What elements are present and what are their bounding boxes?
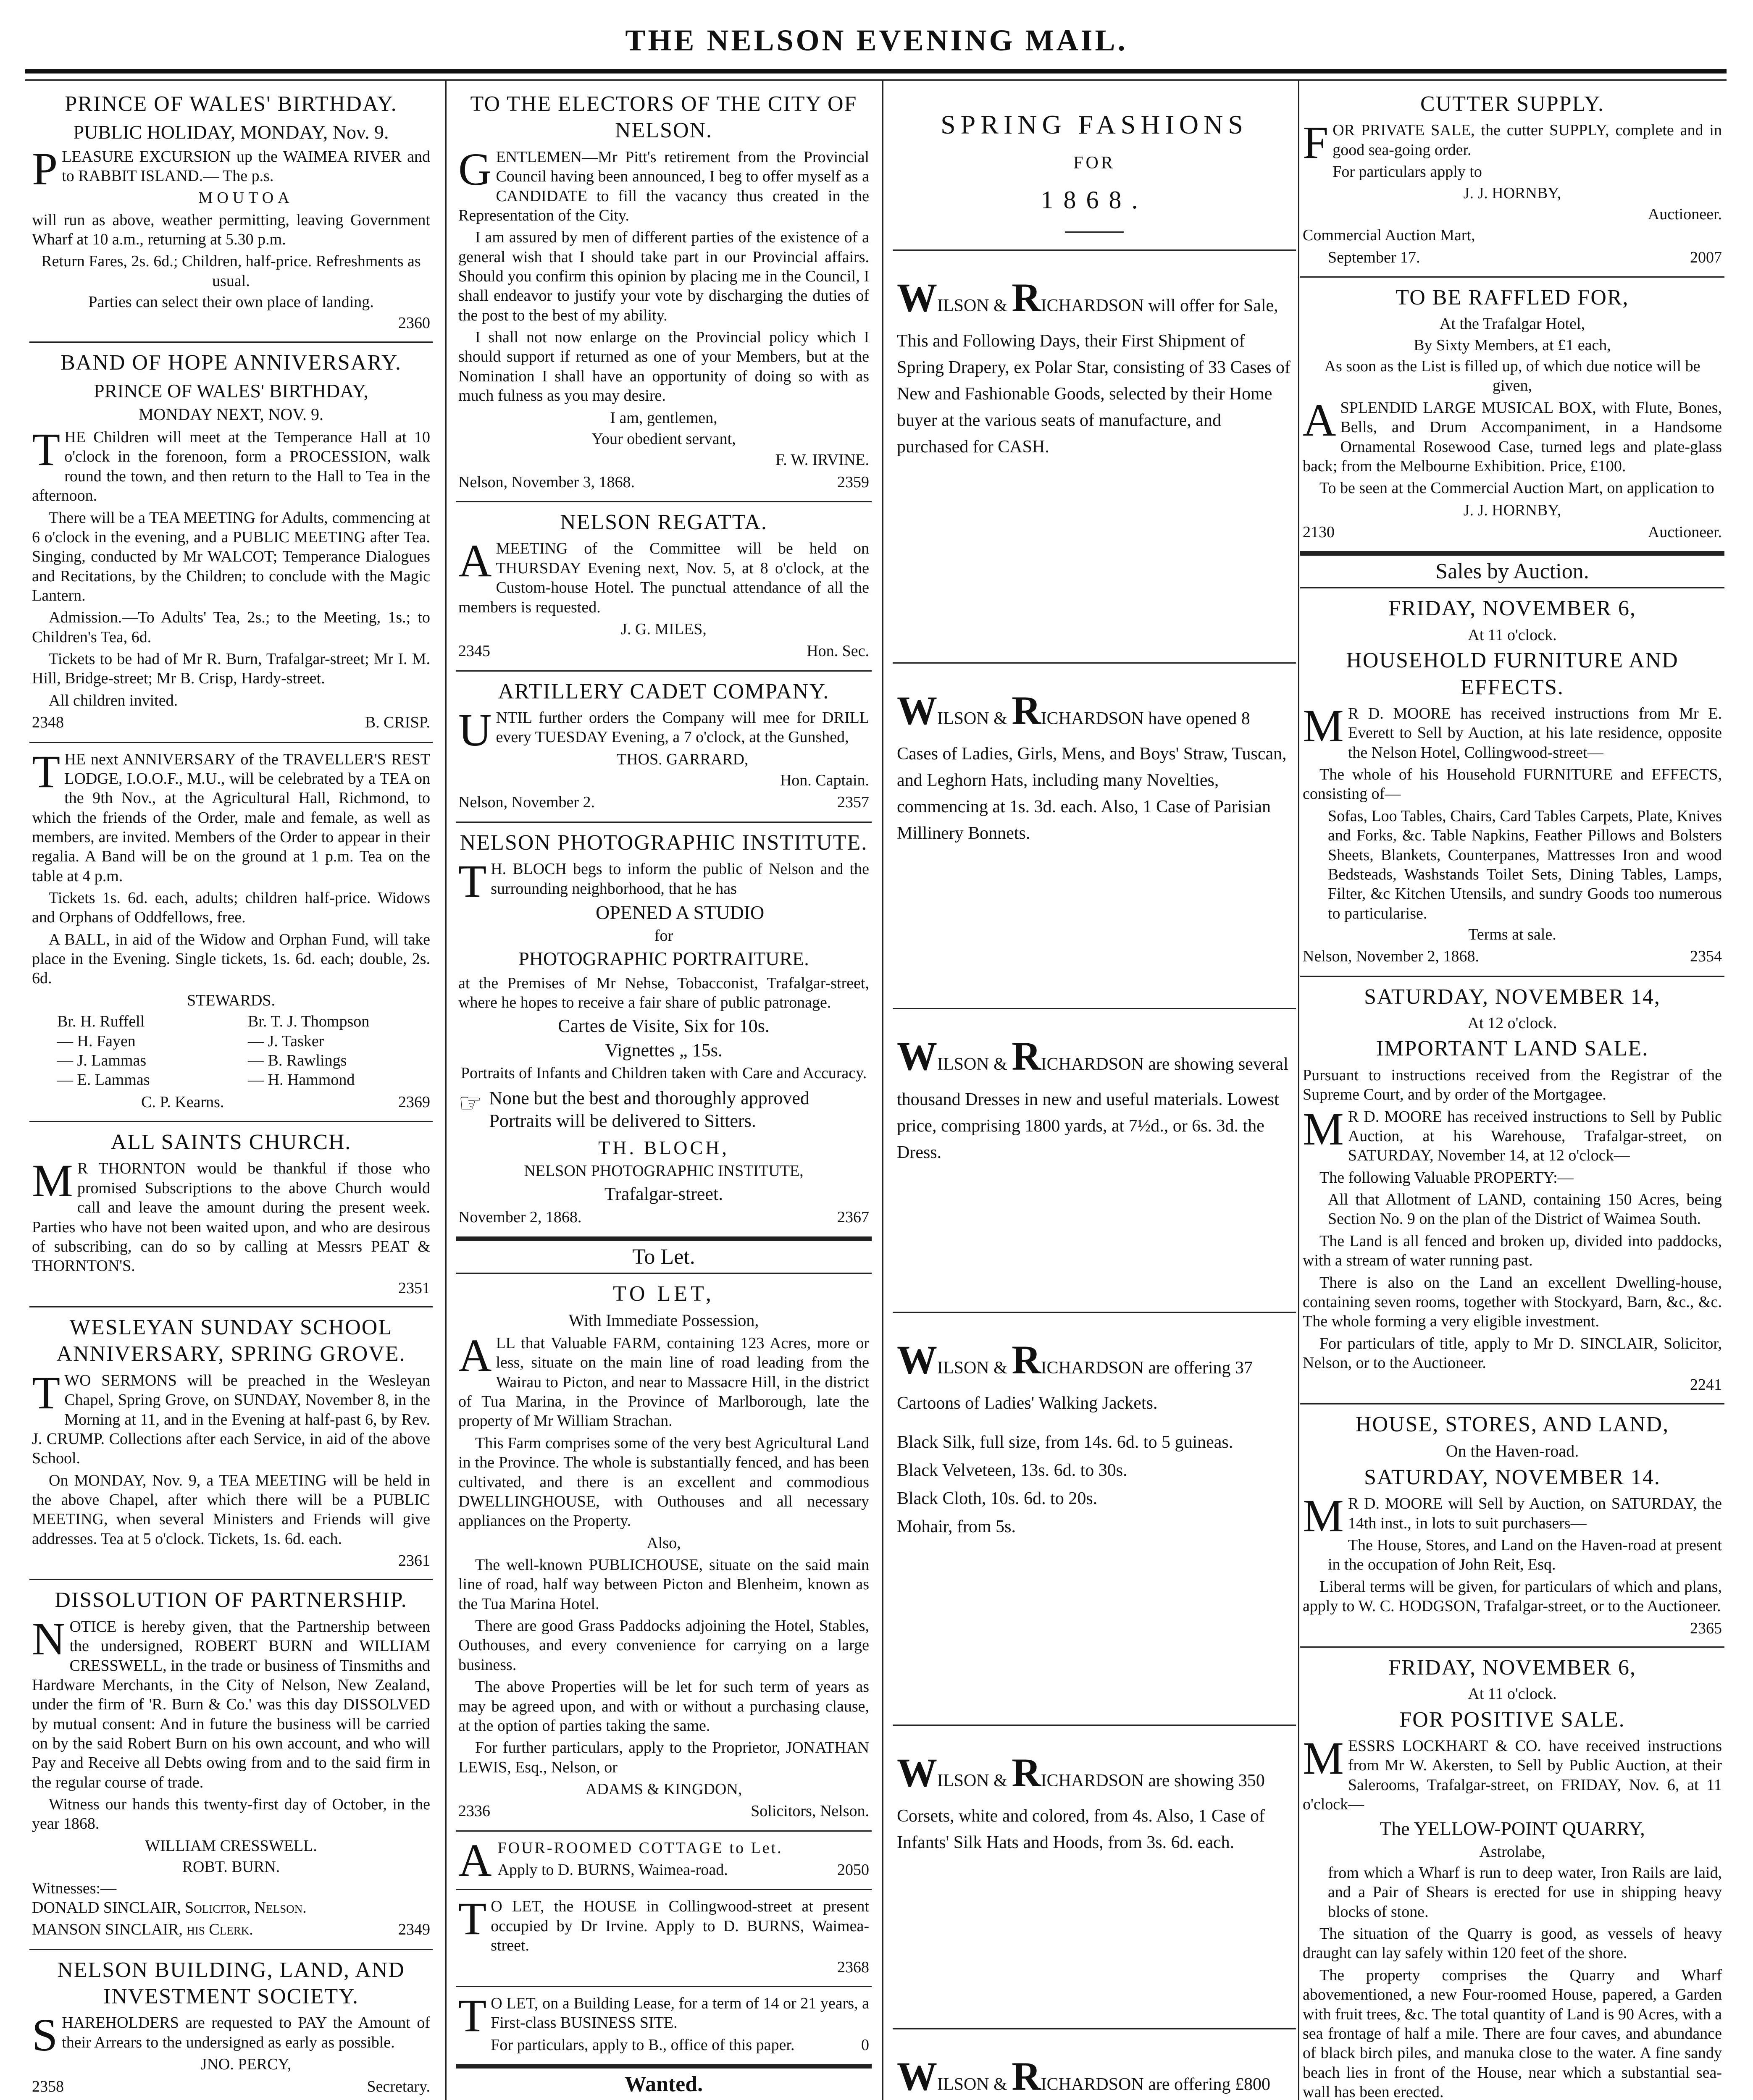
ad-text: There are good Grass Paddocks adjoining the Hotel, Stables, Outhouses, and every convenience for carrying on a large business. [458, 1617, 869, 1674]
ad-text: Apply to D. BURNS, Waimea-road. [497, 1861, 728, 1879]
masthead-rule [25, 69, 1727, 81]
steward: — J. Lammas [57, 1051, 147, 1069]
item-list: Sofas, Loo Tables, Chairs, Card Tables Carpets, Plate, Knives and Forks, &c. Table Napkins, Feather Pillows and Bolsters Sheets, Blankets, Counterpanes, Mattresses Iron and wood Bedsteads, Washstands Toilet Sets, Dining Tables, Lamps, Filter, &c Kitchen Utensils, and sundry Goods too numerous to particularise. [1328, 807, 1722, 922]
ad-text: TO LET, the HOUSE in Collingwood-street at present occupied by Dr Irvine. Apply to D. BURNS, Waimea-street. [458, 1893, 869, 1955]
ad-heading: FRIDAY, NOVEMBER 6, [1388, 596, 1636, 621]
vessel-name: MOUTOA [198, 189, 294, 207]
ad-text: MESSRS LOCKHART & CO. have received instructions from Mr W. Akersten, to Sell by Public Auction, at their Salerooms, Trafalgar-street, on FRIDAY, Nov. 6, at 11 o'clock— [1303, 1732, 1722, 1814]
ad-subheading: FOR [1073, 153, 1115, 173]
ad-text: FOR PRIVATE SALE, the cutter SUPPLY, complete and in good sea-going order. [1303, 117, 1722, 168]
ad-text: AMEETING of the Committee will be held on THURSDAY Evening next, Nov. 5, at 8 o'clock, at the Custom-house Hotel. The punctual attendance of all the members is requested. [458, 535, 869, 616]
steward: Br. H. Ruffell [57, 1013, 145, 1031]
ad-text: The following Valuable PROPERTY:— [1319, 1168, 1574, 1186]
steward: C. P. Kearns. [141, 1093, 224, 1111]
ad-date: SATURDAY, NOVEMBER 14. [1364, 1465, 1661, 1489]
price-line: Black Cloth, 10s. 6d. to 20s. [897, 1489, 1098, 1508]
ad-signature: J. G. MILES, [621, 620, 707, 638]
ad-heading: ARTILLERY CADET COMPANY. [498, 679, 830, 704]
ad-signature: WILLIAM CRESSWELL. [145, 1837, 317, 1855]
ad-number: 2361 [398, 1552, 430, 1570]
ad-text: SHAREHOLDERS are requested to PAY the Amount of their Arrears to the undersigned as early as possible. [32, 2009, 430, 2061]
ad-subheading: 1868. [1041, 186, 1148, 214]
ad-text: The whole of his Household FURNITURE and EFFECTS, consisting of— [1303, 766, 1722, 803]
ad-text: For particulars of title, apply to Mr D. SINCLAIR, Solicitor, Nelson, or to the Auctioneer. [1303, 1334, 1722, 1372]
ad-subheading: IMPORTANT LAND SALE. [1376, 1037, 1649, 1061]
ad-number: 2349 [398, 1921, 430, 1939]
ad-all-saints [29, 1122, 433, 1307]
ad-heading: WESLEYAN SUNDAY SCHOOL ANNIVERSARY, SPRING GROVE. [56, 1315, 406, 1366]
ad-heading: HOUSE, STORES, AND LAND, [1355, 1412, 1669, 1436]
ad-signature: TH. BLOCH, [598, 1137, 729, 1159]
ad-signature: J. J. HORNBY, [1463, 184, 1561, 202]
ad-number: 2130 [1303, 523, 1335, 541]
steward: — J. Tasker [248, 1032, 324, 1050]
ad-heading: CUTTER SUPPLY. [1420, 92, 1604, 116]
ad-time: At 11 o'clock. [1468, 1685, 1557, 1703]
ad-text: I am, gentlemen, [610, 409, 717, 427]
firm-name: ICHARDSON [1041, 296, 1144, 315]
wr-block-drapery [893, 251, 1296, 664]
ad-text: Portraits of Infants and Children taken with Care and Accuracy. [460, 1064, 867, 1082]
ad-number: 2050 [837, 1861, 869, 1879]
firm-name: ICHARDSON [1041, 2075, 1144, 2094]
price-line: Vignettes „ 15s. [605, 1040, 723, 1060]
ad-number: 2368 [837, 1958, 869, 1977]
ad-subheading: OPENED A STUDIO [595, 901, 765, 923]
ad-signature: ADAMS & KINGDON, [585, 1780, 742, 1798]
ad-number: 2365 [1690, 1619, 1722, 1637]
firm-initial: R [1012, 1750, 1041, 1795]
ad-number: 2348 [32, 714, 64, 732]
ad-text: ALL that Valuable FARM, containing 123 Acres, more or less, situate on the main line of road leading from the Wairau to Picton, and near to Massacre Hill, in the district of Tua Marina, in the Province of Marlborough, late the property of Mr William Strachan. [458, 1330, 869, 1430]
ad-heading: SPRING FASHIONS [941, 110, 1248, 139]
ad-text: There will be a TEA MEETING for Adults, commencing at 6 o'clock in the evening, and a PUBLIC MEETING after Tea. Singing, conducted by Mr WALCOT; Temperance Dialogues and Recitations, by the Children; to conclude with the Magic Lantern. [32, 509, 430, 604]
ad-text: MR THORNTON would be thankful if those who promised Subscriptions to the above Church would call and leave the amount during the present week. Parties who have not been waited upon, and who are desirous of subscribing, can do so by calling at Messrs PEAT & THORNTON'S. [32, 1155, 430, 1275]
firm-name: ILSON & [937, 2075, 1012, 2094]
steward: — H. Hammond [248, 1071, 355, 1089]
ad-text: To be seen at the Commercial Auction Mart, on application to [1319, 479, 1714, 497]
firm-initial: R [1012, 2054, 1041, 2099]
ad-text: The situation of the Quarry is good, as vessels of heavy draught can lay safely within 120 feet of the shore. [1303, 1925, 1722, 1962]
ad-text: None but the best and thoroughly approved Portraits will be delivered to Sitters. [489, 1087, 809, 1131]
ad-text: Parties can select their own place of landing. [88, 293, 374, 311]
ad-subheading: The YELLOW-POINT QUARRY, [1380, 1817, 1645, 1839]
ad-text: MR D. MOORE has received instructions from Mr E. Everett to Sell by Auction, at his late residence, opposite the Nelson Hotel, Collingwood-street— [1303, 700, 1722, 761]
column-divider [1298, 80, 1299, 2100]
firm-initial: W [897, 2054, 937, 2099]
ad-text: Pursuant to instructions received from the Registrar of the Supreme Court, and by order of the Mortgagee. [1303, 1066, 1722, 1104]
ad-heading: TO THE ELECTORS OF THE CITY OF NELSON. [470, 92, 857, 143]
ad-text: Witnesses:— [32, 1879, 117, 1897]
ad-role: Hon. Captain. [780, 772, 869, 790]
ad-text: AFOUR-ROOMED COTTAGE to Let. [458, 1834, 783, 1886]
ad-text: will offer for Sale, This and Following Days, their First Shipment of Spring Drapery, ex Polar Star, consisting of 33 Cases of New and Fashionable Goods, selected by their Home buyer at the various seats of manufacture, and purchased for CASH. [897, 296, 1290, 457]
ad-text: are showing several thousand Dresses in new and useful materials. Lowest price, comprising 1800 yards, at 7½d., or 6s. 3d. the Dress. [897, 1055, 1288, 1162]
section-header-auction: Sales by Auction. [1300, 554, 1724, 588]
firm-initial: W [897, 1750, 937, 1795]
ad-text: Admission.—To Adults' Tea, 2s.; to the Meeting, 1s.; to Children's Tea, 6d. [32, 609, 430, 646]
ad-text: As soon as the List is filled up, of which due notice will be given, [1324, 357, 1700, 395]
ad-text: The House, Stores, and Land on the Haven-road at present in the occupation of John Reit, Esq. [1328, 1536, 1722, 1574]
ad-land-sale [1300, 977, 1724, 1404]
ad-text: There is also on the Land an excellent Dwelling-house, containing seven rooms, together with Stockyard, Barn, &c., &c. The whole forming a very eligible investment. [1303, 1273, 1722, 1331]
ad-text: For particulars apply to [1332, 163, 1482, 181]
ad-text: This Farm comprises some of the very best Agricultural Land in the Province. The whole is substantially fenced, and has been cultivated, and there is an excellent and commodious DWELLINGHOUSE, with Outhouses and all necessary appliances on the Property. [458, 1434, 869, 1530]
wr-block-jackets [893, 1313, 1296, 1726]
ad-text: THE next ANNIVERSARY of the TRAVELLER'S REST LODGE, I.O.O.F., M.U., will be celebrated by a TEA on the 9th Nov., at the Agricultural Hall, Richmond, to which the friends of the Order, male and female, as well as members, are invited. Members of the Order to appear in their regalia. A Band will be on the ground at 1 p.m. Tea on the table at 4 p.m. [32, 746, 430, 885]
firm-initial: R [1012, 1337, 1041, 1382]
ad-date: November 2, 1868. [458, 1208, 582, 1226]
column-divider [445, 80, 447, 2100]
wr-block-hats [893, 664, 1296, 1009]
ad-text: TWO SERMONS will be preached in the Wesleyan Chapel, Spring Grove, on SUNDAY, November 8, in the Morning at 11, and in the Evening at half-past 6, by Rev. J. CRUMP. Collections after each Service, in aid of the above School. [32, 1367, 430, 1467]
ad-text: The property comprises the Quarry and Wharf abovementioned, a new Four-roomed House, papered, a Garden with fruit trees, &c. The total quantity of Land is 90 Acres, with a sea frontage of half a mile. There are four caves, and abundance of black birch piles, and manuka close to the water. A fine sandy beach lies in front of the House, near which a substantial sea-wall has been erected. [1303, 1966, 1722, 2100]
ad-house-stores-land [1300, 1404, 1724, 1648]
ad-number: 2357 [837, 793, 869, 811]
ad-number: 2354 [1690, 948, 1722, 966]
spring-fashions-title [893, 84, 1296, 251]
ad-household-furniture [1300, 588, 1724, 976]
ad-signature: ROBT. BURN. [182, 1858, 280, 1876]
ad-role: Auctioneer. [1648, 205, 1722, 223]
ad-number: 2358 [32, 2077, 64, 2095]
ad-text: are offering 37 Cartoons of Ladies' Walking Jackets. [897, 1358, 1253, 1413]
wr-block-corsets [893, 1726, 1296, 2029]
firm-initial: W [897, 1337, 937, 1382]
ad-number: 2345 [458, 642, 490, 660]
stewards-label: STEWARDS. [187, 991, 276, 1009]
ad-prince-wales [29, 84, 433, 343]
ad-text: MR D. MOORE has received instructions to Sell by Public Auction, at his Warehouse, Trafalgar-street, on SATURDAY, November 14, at 12 o'clock— [1303, 1103, 1722, 1165]
column-4 [1300, 84, 1724, 2100]
firm-initial: R [1012, 275, 1041, 320]
ad-role: Secretary. [367, 2077, 430, 2095]
ad-heading: DISSOLUTION OF PARTNERSHIP. [55, 1588, 407, 1612]
ad-cutter-supply [1300, 84, 1724, 278]
steward: — H. Fayen [57, 1032, 136, 1050]
ad-building-lease [456, 1987, 872, 2067]
ad-date: Nelson, November 3, 1868. [458, 473, 635, 491]
wr-block-silks [893, 2029, 1296, 2100]
firm-name: ICHARDSON [1041, 1358, 1144, 1378]
masthead: THE NELSON EVENING MAIL. [625, 24, 1128, 57]
ad-text: Your obedient servant, [591, 430, 736, 448]
column-3 [893, 84, 1296, 2100]
ad-wesleyan [29, 1307, 433, 1580]
ad-text: The well-known PUBLICHOUSE, situate on the said main line of road, half way between Picton and Blenheim, known as the Tua Marina Hotel. [458, 1556, 869, 1613]
ad-date: Nelson, November 2. [458, 793, 595, 811]
ad-subheading: MONDAY NEXT, NOV. 9. [138, 405, 324, 424]
ad-text: The above Properties will be let for such term of years as may be agreed upon, and with or without a purchasing clause, at the option of parties taking the same. [458, 1678, 869, 1735]
ad-text: At the Trafalgar Hotel, [1439, 315, 1585, 333]
ad-text: Also, [647, 1534, 681, 1552]
ad-heading: NELSON BUILDING, LAND, AND INVESTMENT SOCIETY. [57, 1958, 405, 2009]
ad-signature: B. CRISP. [365, 714, 430, 732]
ad-text: Tickets 1s. 6d. each, adults; children half-price. Widows and Orphans of Oddfellows, free. [32, 889, 430, 927]
ad-heading: PRINCE OF WALES' BIRTHDAY. [65, 92, 397, 116]
column-1 [29, 84, 433, 2100]
ad-role: Auctioneer. [1648, 523, 1722, 541]
ad-text: Liberal terms will be given, for particulars of which and plans, apply to W. C. HODGSON, Trafalgar-street, or to the Auctioneer. [1303, 1578, 1722, 1615]
ad-signature: J. J. HORNBY, [1463, 501, 1561, 519]
firm-initial: R [1012, 1034, 1041, 1079]
ad-subheading: FOR POSITIVE SALE. [1399, 1707, 1625, 1732]
ad-number: 2336 [458, 1802, 490, 1820]
firm-name: ILSON & [937, 1055, 1012, 1074]
firm-name: ICHARDSON [1041, 1055, 1144, 1074]
ad-role: Hon. Sec. [807, 642, 869, 660]
ad-regatta [456, 502, 872, 672]
ad-raffle [1300, 278, 1724, 554]
ad-text: from which a Wharf is run to deep water, Iron Rails are laid, and a Pair of Shears is erected for use in shipping heavy blocks of stone. [1328, 1864, 1722, 1921]
steward: — B. Rawlings [248, 1051, 347, 1069]
ad-text: are offering £800 [1148, 2075, 1270, 2094]
ad-number: 2367 [837, 1208, 869, 1226]
ad-number: 2360 [398, 314, 430, 332]
ad-text: All children invited. [49, 691, 178, 709]
ad-subheading: PHOTOGRAPHIC PORTRAITURE. [518, 948, 809, 970]
ad-text: For particulars, apply to B., office of this paper. [491, 2036, 795, 2054]
ad-text: A BALL, in aid of the Widow and Orphan Fund, will take place in the Evening. Single tickets, 1s. 6d. each; double, 2s. 6d. [32, 930, 430, 987]
ad-text: Astrolabe, [1479, 1843, 1545, 1861]
ad-text: will run as above, weather permitting, leaving Government Wharf at 10 a.m., returning at 5.30 p.m. [32, 211, 430, 248]
ad-date: September 17. [1328, 248, 1420, 266]
ad-building-society [29, 1950, 433, 2100]
ad-heading: TO LET, [613, 1281, 715, 1306]
ad-quarry-sale [1300, 1648, 1724, 2100]
ad-signature: F. W. IRVINE. [775, 451, 869, 469]
ad-text: I am assured by men of different parties of the existence of a general wish that I should take part in our Provincial affairs. Should you confirm this opinion by placing me in the Council, I shall endeavor to justify your vote by discharging the duties of the post to the best of my ability. [458, 228, 869, 324]
ad-text: MR D. MOORE will Sell by Auction, on SATURDAY, the 14th inst., in lots to suit purchasers— [1303, 1490, 1722, 1542]
ad-heading: ALL SAINTS CHURCH. [110, 1130, 352, 1154]
ad-subheading: PUBLIC HOLIDAY, MONDAY, Nov. 9. [73, 121, 389, 143]
ad-text: for [654, 927, 673, 945]
ad-text: are showing 350 Corsets, white and colored, from 4s. Also, 1 Case of Infants' Silk Hats and Hoods, from 3s. 6d. each. [897, 1771, 1265, 1852]
stewards-list [32, 1012, 430, 1089]
firm-name: ILSON & [937, 1358, 1012, 1378]
firm-name: ILSON & [937, 709, 1012, 728]
ad-number: 0 [861, 2036, 869, 2054]
ad-text: PLEASURE EXCURSION up the WAIMEA RIVER and to RABBIT ISLAND.— The p.s. [32, 143, 430, 194]
ad-text: On MONDAY, Nov. 9, a TEA MEETING will be held in the above Chapel, after which there will be a PUBLIC MEETING, when several Ministers and Friends will give addresses. Tea at 5 o'clock. Tickets, 1s. 6d. each. [32, 1471, 430, 1548]
firm-name: ICHARDSON [1041, 1771, 1144, 1790]
section-header-to-let: To Let. [456, 1240, 872, 1274]
ad-text: at the Premises of Mr Nehse, Tobacconist, Trafalgar-street, where he hopes to receive a fair share of public patronage. [458, 974, 869, 1011]
witness: DONALD SINCLAIR, Solicitor, Nelson. [32, 1898, 307, 1916]
ad-text: have opened 8 Cases of Ladies, Girls, Mens, and Boys' Straw, Tuscan, and Leghorn Hats, including many Novelties, commencing at 1s. 3d. each. Also, 1 Case of Parisian Millinery Bonnets. [897, 709, 1287, 843]
ad-subheading: On the Haven-road. [1446, 1441, 1579, 1461]
ad-heading: BAND OF HOPE ANNIVERSARY. [60, 350, 402, 375]
ad-number: 2359 [837, 473, 869, 491]
ad-text: I shall not now enlarge on the Provincial policy which I should support if returned as one of your Members, but at the Nomination I shall have an opportunity of doing so with as much fulness as you may desire. [458, 328, 869, 405]
ad-text: The Land is all fenced and broken up, divided into paddocks, with a stream of water running past. [1303, 1232, 1722, 1270]
price-list [897, 1429, 1292, 1540]
ad-text: Witness our hands this twenty-first day of October, in the year 1868. [32, 1796, 430, 1833]
column-divider [882, 80, 883, 2100]
ad-text: UNTIL further orders the Company will mee for DRILL every TUESDAY Evening, a 7 o'clock, at the Gunshed, [458, 704, 869, 756]
section-header-wanted: Wanted. [456, 2067, 872, 2100]
ad-signature: THOS. GARRARD, [616, 750, 749, 768]
price-line: Cartes de Visite, Six for 10s. [558, 1016, 770, 1037]
ad-heading: NELSON PHOTOGRAPHIC INSTITUTE. [460, 830, 868, 855]
ad-text: ASPLENDID LARGE MUSICAL BOX, with Flute, Bones, Bells, and Drum Accompaniment, in a Handsome Ornamental Rosewood Case, turned legs and plate-glass back; from the Melbourne Exhibition. Price, £100. [1303, 394, 1722, 475]
ad-text: For further particulars, apply to the Proprietor, JONATHAN LEWIS, Esq., Nelson, or [458, 1739, 869, 1776]
ad-number: 2351 [398, 1279, 430, 1297]
witness: MANSON SINCLAIR, his Clerk. [32, 1921, 253, 1939]
firm-name: ICHARDSON [1041, 709, 1144, 728]
ad-travellers-rest [29, 743, 433, 1122]
firm-initial: W [897, 275, 937, 320]
steward: Br. T. J. Thompson [248, 1013, 370, 1031]
ad-farm-to-let [456, 1274, 872, 1832]
ad-text: Terms at sale. [1468, 925, 1556, 943]
wr-block-dresses [893, 1009, 1296, 1313]
ad-dissolution [29, 1580, 433, 1950]
ad-text: THE Children will meet at the Temperance Hall at 10 o'clock in the forenoon, form a PROCESSION, walk round the town, and then return to the Hall to Tea in the afternoon. [32, 424, 430, 505]
ad-text: Tickets to be had of Mr R. Burn, Trafalgar-street; Mr I. M. Hill, Bridge-street; Mr B. Crisp, Hardy-street. [32, 650, 430, 688]
ad-time: At 11 o'clock. [1468, 626, 1557, 644]
ad-number: 2369 [398, 1093, 430, 1111]
ad-signature: JNO. PERCY, [200, 2055, 292, 2074]
ad-text: NOTICE is hereby given, that the Partnership between the undersigned, ROBERT BURN and WILLIAM CRESSWELL, in the trade or business of Tinsmiths and Hardware Merchants, in the City of Nelson, New Zealand, under the firm of 'R. Burn & Co.' was this day DISSOLVED by mutual consent: And in future the business will be carried on by the said Robert Burn on his own account, and who will Pay and Receive all Debts owing from and to the said firm in the regular course of trade. [32, 1613, 430, 1791]
price-line: Black Silk, full size, from 14s. 6d. to 5 guineas. [897, 1433, 1233, 1452]
ad-cottage [456, 1832, 872, 1890]
ad-heading: SATURDAY, NOVEMBER 14, [1364, 984, 1661, 1009]
ad-text: NELSON PHOTOGRAPHIC INSTITUTE, [524, 1162, 804, 1180]
ad-text: TH. BLOCH begs to inform the public of Nelson and the surrounding neighborhood, that he has [458, 856, 869, 907]
ad-artillery [456, 672, 872, 823]
ad-house-to-let [456, 1890, 872, 1987]
ad-text: TO LET, on a Building Lease, for a term of 14 or 21 years, a First-class BUSINESS SITE. [458, 1990, 869, 2041]
ad-time: At 12 o'clock. [1467, 1014, 1557, 1032]
divider [1065, 231, 1124, 233]
column-2 [456, 84, 872, 2100]
ad-role: Solicitors, Nelson. [751, 1802, 869, 1820]
ad-date: Nelson, November 2, 1868. [1303, 948, 1480, 966]
ad-photographic [456, 823, 872, 1240]
ad-text: By Sixty Members, at £1 each, [1414, 336, 1611, 354]
ad-heading: FRIDAY, NOVEMBER 6, [1388, 1655, 1636, 1680]
ad-text: GENTLEMEN—Mr Pitt's retirement from the Provincial Council having been announced, I beg to offer myself as a CANDIDATE to fill the vacancy thus created in the Representation of the City. [458, 143, 869, 224]
pointing-hand-icon: ☞ [458, 1088, 483, 1118]
ad-subheading: PRINCE OF WALES' BIRTHDAY, [94, 380, 368, 402]
ad-text: Return Fares, 2s. 6d.; Children, half-price. Refreshments as usual. [41, 252, 421, 290]
firm-initial: W [897, 1034, 937, 1079]
ad-subheading: HOUSEHOLD FURNITURE AND EFFECTS. [1346, 648, 1679, 699]
ad-electors [456, 84, 872, 502]
ad-text: Trafalgar-street. [604, 1183, 723, 1204]
ad-heading: NELSON REGATTA. [560, 510, 767, 534]
ad-text: All that Allotment of LAND, containing 150 Acres, being Section No. 9 on the plan of the District of Waimea South. [1328, 1191, 1722, 1228]
price-line: Black Velveteen, 13s. 6d. to 30s. [897, 1461, 1127, 1480]
ad-number: 2007 [1690, 248, 1722, 266]
firm-initial: R [1012, 688, 1041, 733]
firm-name: ILSON & [937, 1771, 1012, 1790]
ad-number: 2241 [1690, 1376, 1722, 1394]
firm-name: ILSON & [937, 296, 1012, 315]
ad-text: Commercial Auction Mart, [1303, 226, 1475, 244]
ad-band-of-hope [29, 343, 433, 743]
ad-subheading: With Immediate Possession, [568, 1311, 759, 1330]
ad-heading: TO BE RAFFLED FOR, [1396, 285, 1629, 310]
steward: — E. Lammas [57, 1071, 150, 1089]
firm-initial: W [897, 688, 937, 733]
price-line: Mohair, from 5s. [897, 1517, 1016, 1536]
